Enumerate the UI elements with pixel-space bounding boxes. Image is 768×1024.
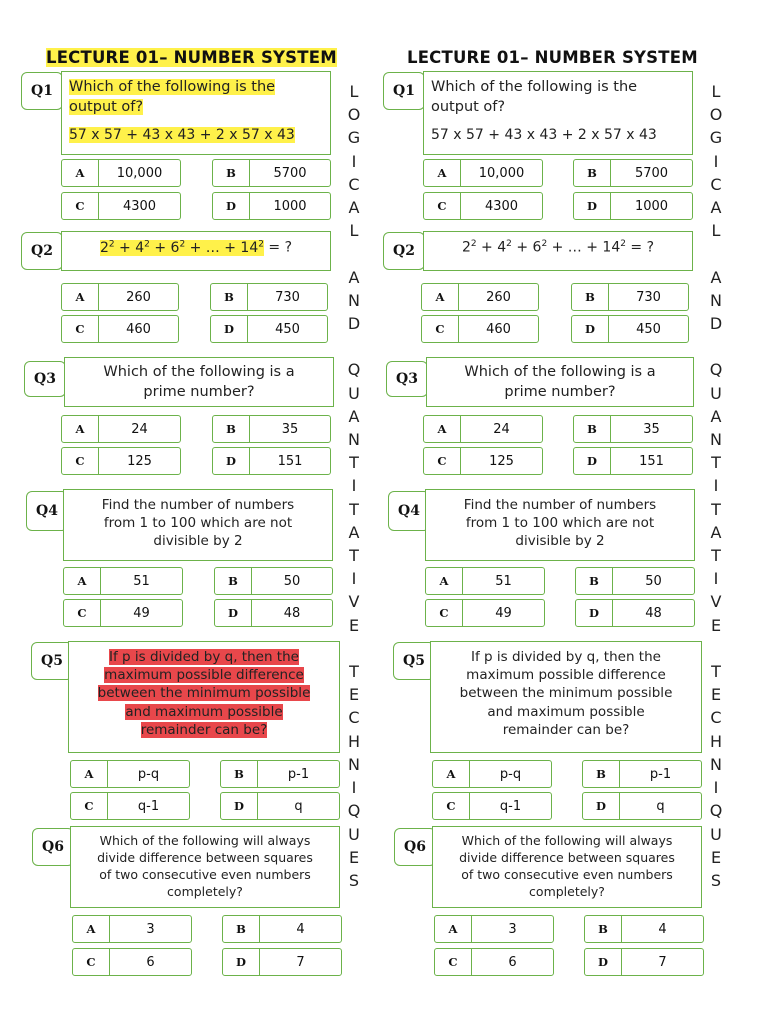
side-letter: E	[348, 847, 360, 867]
side-letter: T	[711, 499, 721, 519]
option-a[interactable]: A 3	[72, 915, 192, 943]
side-letter: L	[711, 221, 721, 241]
side-letter: C	[348, 174, 360, 194]
option-a[interactable]: A 10,000	[423, 159, 543, 187]
side-letter: Q	[709, 801, 723, 821]
side-letter: O	[709, 105, 723, 125]
side-letter: O	[347, 105, 361, 125]
question-text: remainder can be?	[140, 721, 268, 738]
question-box	[423, 71, 693, 155]
option-a[interactable]: A 51	[63, 567, 183, 595]
question-label: Q4	[388, 491, 430, 531]
side-letter: V	[710, 592, 722, 612]
option-c[interactable]: C 125	[423, 447, 543, 475]
question-text: between the minimum possible	[459, 685, 673, 702]
option-d[interactable]: D 1000	[573, 192, 693, 220]
page-title: LECTURE 01– NUMBER SYSTEM	[407, 48, 698, 67]
option-b[interactable]: B 4	[222, 915, 342, 943]
question-label: Q1	[21, 72, 63, 110]
side-letter	[705, 637, 727, 660]
option-c[interactable]: C 6	[72, 948, 192, 976]
option-a[interactable]: A 24	[61, 415, 181, 443]
question-text: completely?	[529, 883, 605, 899]
side-letter: A	[710, 522, 722, 542]
side-letter: A	[348, 198, 360, 218]
question-text: If p is divided by q, then the	[471, 649, 661, 665]
side-letter: I	[713, 569, 719, 589]
option-c[interactable]: C 4300	[423, 192, 543, 220]
question-text: prime number?	[504, 383, 616, 400]
question-box	[430, 641, 702, 753]
side-letter: I	[351, 778, 357, 798]
question-text: of two consecutive even numbers	[461, 866, 673, 882]
question-box	[423, 231, 693, 271]
side-letter: T	[711, 662, 721, 682]
question-box	[61, 231, 331, 271]
question-text: remainder can be?	[502, 721, 630, 738]
side-letter: C	[710, 174, 722, 194]
option-d[interactable]: D q	[220, 792, 340, 820]
question-box	[68, 641, 340, 753]
question-label: Q1	[383, 72, 425, 110]
question-label: Q6	[394, 828, 436, 866]
option-a[interactable]: A 260	[421, 283, 539, 311]
side-letter: A	[348, 406, 360, 426]
side-letter: E	[710, 685, 722, 705]
side-letter	[343, 637, 365, 660]
side-letter: Q	[709, 360, 723, 380]
option-b[interactable]: B 4	[584, 915, 704, 943]
question-label: Q3	[24, 361, 66, 397]
side-letter: E	[710, 847, 722, 867]
option-b[interactable]: B 730	[210, 283, 328, 311]
question-text: Which of the following will always	[99, 833, 311, 848]
option-d[interactable]: D 7	[584, 948, 704, 976]
side-letter	[705, 242, 727, 265]
side-letter: L	[349, 82, 359, 101]
option-d[interactable]: D 151	[212, 447, 331, 475]
option-c[interactable]: C q-1	[70, 792, 190, 820]
side-letter: D	[347, 314, 361, 334]
option-b[interactable]: B 35	[573, 415, 693, 443]
question-expression: 57 x 57 + 43 x 43 + 2 x 57 x 43	[69, 127, 295, 143]
question-text: and maximum possible	[125, 703, 283, 720]
side-letter: A	[710, 406, 722, 426]
question-text: divisible by 2	[153, 533, 243, 550]
side-letter: E	[348, 685, 360, 705]
option-a[interactable]: A 260	[61, 283, 179, 311]
side-letter: L	[711, 82, 721, 101]
question-text: output of?	[431, 98, 506, 115]
option-c[interactable]: C 6	[434, 948, 554, 976]
question-label: Q2	[383, 232, 425, 270]
question-label: Q3	[386, 361, 428, 397]
option-c[interactable]: C 49	[425, 599, 545, 627]
option-a[interactable]: A 10,000	[61, 159, 181, 187]
option-b[interactable]: B 5700	[212, 159, 331, 187]
side-letter: I	[713, 476, 719, 496]
side-letter: T	[349, 546, 359, 566]
question-label: Q5	[393, 642, 435, 680]
question-text: Which of the following is a	[464, 364, 656, 380]
option-d[interactable]: D q	[582, 792, 702, 820]
side-letter: H	[709, 731, 723, 751]
side-letter	[705, 335, 727, 358]
question-expression: $2^2 + 4^2 + 6^2$ + … + $14^2$ = ?	[461, 239, 655, 256]
question-text: and maximum possible	[487, 703, 645, 720]
question-box	[63, 489, 333, 561]
question-box	[432, 826, 702, 908]
question-text: between the minimum possible	[97, 685, 311, 702]
question-label: Q5	[31, 642, 73, 680]
option-a[interactable]: A 51	[425, 567, 545, 595]
option-a[interactable]: A p-q	[432, 760, 552, 788]
side-letter: E	[348, 615, 360, 635]
option-b[interactable]: B 730	[571, 283, 689, 311]
side-letter: T	[711, 546, 721, 566]
question-box	[426, 357, 694, 407]
side-letter: S	[710, 870, 722, 890]
side-letter: N	[710, 430, 722, 450]
side-letter: N	[348, 430, 360, 450]
question-box	[70, 826, 340, 908]
question-text: of two consecutive even numbers	[99, 866, 311, 882]
side-letter: A	[710, 267, 722, 287]
option-c[interactable]: C 49	[63, 599, 183, 627]
side-letter: U	[348, 383, 360, 403]
question-text: from 1 to 100 which are not	[103, 515, 293, 532]
option-c[interactable]: C 460	[61, 315, 179, 343]
side-letter: V	[348, 592, 360, 612]
option-c[interactable]: C 460	[421, 315, 539, 343]
side-letter	[343, 335, 365, 358]
side-letter: T	[349, 453, 359, 473]
side-letter: A	[710, 198, 722, 218]
option-b[interactable]: B 35	[212, 415, 331, 443]
question-box	[64, 357, 334, 407]
question-label: Q2	[21, 232, 63, 270]
option-d[interactable]: D 7	[222, 948, 342, 976]
option-b[interactable]: B p-1	[220, 760, 340, 788]
option-b[interactable]: B 50	[214, 567, 333, 595]
question-text: divide difference between squares	[97, 849, 313, 865]
option-b[interactable]: B 5700	[573, 159, 693, 187]
question-label: Q4	[26, 491, 68, 531]
side-letter	[343, 242, 365, 265]
question-label: Q6	[32, 828, 74, 866]
side-letter: T	[349, 499, 359, 519]
side-letter: N	[348, 754, 360, 774]
question-text: divisible by 2	[515, 533, 605, 550]
side-letter: A	[348, 522, 360, 542]
side-letter: I	[713, 151, 719, 171]
side-letter: T	[711, 453, 721, 473]
side-letter: H	[347, 731, 361, 751]
question-text: Find the number of numbers	[463, 497, 657, 513]
side-letter: I	[351, 151, 357, 171]
side-letter: A	[348, 267, 360, 287]
question-text: Which of the following is the	[69, 79, 276, 95]
vertical-side-text	[705, 80, 727, 892]
question-text: Which of the following is a	[103, 364, 295, 380]
question-text: output of?	[69, 98, 144, 115]
option-c[interactable]: C 4300	[61, 192, 181, 220]
option-d[interactable]: D 48	[575, 599, 695, 627]
question-text: divide difference between squares	[459, 849, 675, 865]
question-text: Find the number of numbers	[101, 497, 295, 513]
option-d[interactable]: D 1000	[212, 192, 331, 220]
question-text: If p is divided by q, then the	[109, 649, 299, 665]
option-c[interactable]: C q-1	[432, 792, 552, 820]
option-b[interactable]: B p-1	[582, 760, 702, 788]
question-box	[61, 71, 331, 155]
side-letter: G	[347, 128, 361, 148]
side-letter: Q	[347, 801, 361, 821]
side-letter: U	[710, 824, 722, 844]
question-box	[425, 489, 695, 561]
question-expression: $2^2 + 4^2 + 6^2$ + … + $14^2$ = ?	[99, 239, 293, 256]
side-letter: C	[348, 708, 360, 728]
side-letter: Q	[347, 360, 361, 380]
question-text: maximum possible difference	[104, 667, 304, 684]
side-letter: T	[349, 662, 359, 682]
side-letter: U	[348, 824, 360, 844]
option-c[interactable]: C 125	[61, 447, 181, 475]
side-letter: N	[710, 290, 722, 310]
side-letter: L	[349, 221, 359, 241]
page-title: LECTURE 01– NUMBER SYSTEM	[46, 48, 337, 67]
option-d[interactable]: D 48	[214, 599, 333, 627]
side-letter: U	[710, 383, 722, 403]
vertical-side-text	[343, 80, 365, 892]
option-d[interactable]: D 151	[573, 447, 693, 475]
question-text: completely?	[167, 883, 243, 899]
option-d[interactable]: D 450	[571, 315, 689, 343]
question-text: maximum possible difference	[466, 667, 666, 684]
option-a[interactable]: A p-q	[70, 760, 190, 788]
side-letter: C	[710, 708, 722, 728]
question-text: prime number?	[143, 383, 255, 400]
side-letter: I	[351, 476, 357, 496]
option-b[interactable]: B 50	[575, 567, 695, 595]
side-letter: N	[348, 290, 360, 310]
question-text: from 1 to 100 which are not	[465, 515, 655, 532]
side-letter: N	[710, 754, 722, 774]
side-letter: I	[351, 569, 357, 589]
side-letter: G	[709, 128, 723, 148]
question-text: Which of the following is the	[431, 79, 638, 95]
option-a[interactable]: A 24	[423, 415, 543, 443]
option-a[interactable]: A 3	[434, 915, 554, 943]
side-letter: E	[710, 615, 722, 635]
question-expression: 57 x 57 + 43 x 43 + 2 x 57 x 43	[431, 127, 657, 143]
side-letter: S	[348, 870, 360, 890]
option-d[interactable]: D 450	[210, 315, 328, 343]
side-letter: I	[713, 778, 719, 798]
question-text: Which of the following will always	[461, 833, 673, 848]
side-letter: D	[709, 314, 723, 334]
